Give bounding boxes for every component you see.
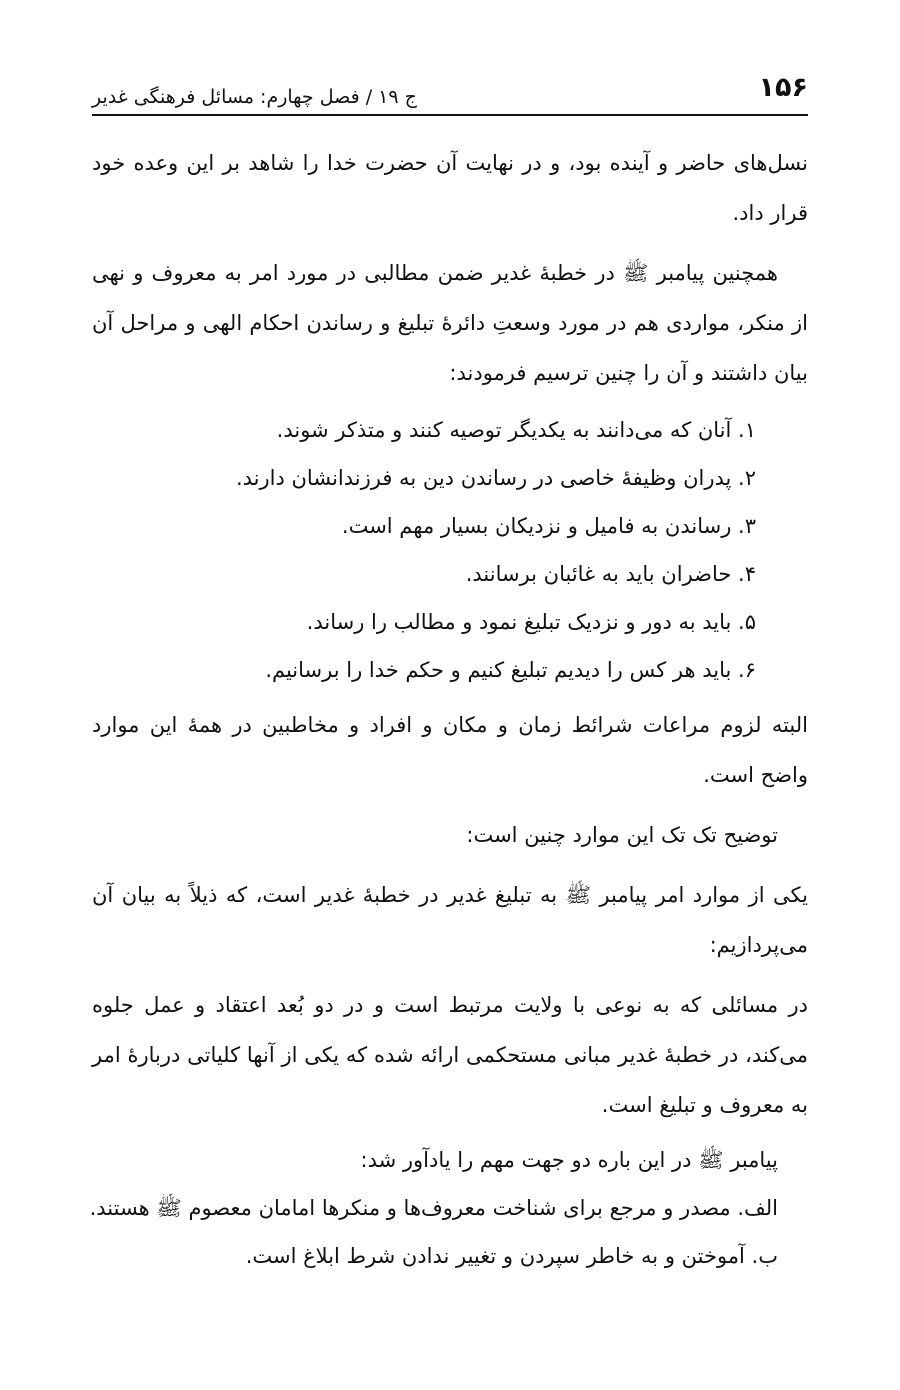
paragraph-intro: همچنین پیامبر ﷺ در خطبهٔ غدیر ضمن مطالبی در مورد امر به معروف و نهی از منکر، مواردی هم در مورد وسعتِ دائرهٔ تبلیغ و رساندن احکام الهی و مراحل آن بیان داشتند و آن را چنین ترسیم فرمودند: (92, 261, 808, 385)
point-be: ب. آموختن و به خاطر سپردن و تغییر ندادن شرط ابلاغ است. (245, 1244, 778, 1268)
numbered-list (92, 406, 808, 694)
paragraph-continuation: نسل‌های حاضر و آینده بود، و در نهایت آن حضرت خدا را شاهد بر این وعده خود قرار داد. (92, 151, 808, 225)
paragraph-ghadir-tabligh: یکی از موارد امر پیامبر ﷺ به تبلیغ غدیر در خطبهٔ غدیر است، که ذیلاً به بیان آن می‌پردازیم: (92, 883, 808, 957)
list-item: ۱. آنان که می‌دانند به یکدیگر توصیه کنند و متذکر شوند. (276, 418, 756, 442)
list-item: ۶. باید هر کس را دیدیم تبلیغ کنیم و حکم خدا را برسانیم. (265, 658, 756, 682)
paragraph-conditions: البته لزوم مراعات شرائط زمان و مکان و افراد و مخاطبین در همهٔ این موارد واضح است. (92, 713, 808, 787)
page-body (89, 138, 808, 1280)
point-alef: الف. مصدر و مرجع برای شناخت معروف‌ها و منکرها امامان معصوم ﷺ هستند. (89, 1196, 778, 1220)
list-item: ۴. حاضران باید به غائبان برسانند. (465, 562, 756, 586)
paragraph-foundations: در مسائلی که به نوعی با ولایت مرتبط است و در دو بُعد اعتقاد و عمل جلوه می‌کند، در خطبهٔ غدیر مبانی مستحکمی ارائه شده که یکی از آنها کلیاتی دربارهٔ امر به معروف و تبلیغ است. (92, 993, 808, 1117)
list-item: ۳. رساندن به فامیل و نزدیکان بسیار مهم است. (341, 514, 756, 538)
page-number: ۱۵۶ (758, 72, 808, 103)
page-header (92, 62, 808, 116)
list-item: ۲. پدران وظیفهٔ خاصی در رساندن دین به فرزندانشان دارند. (235, 466, 756, 490)
list-item: ۵. باید به دور و نزدیک تبلیغ نمود و مطالب را رساند. (306, 610, 756, 634)
closing-points (89, 1136, 808, 1280)
running-title: ج ۱۹ / فصل چهارم: مسائل فرهنگی غدیر (92, 86, 417, 108)
paragraph-explanation-lead: توضیح تک تک این موارد چنین است: (466, 823, 778, 847)
closing-intro: پیامبر ﷺ در این باره دو جهت مهم را یادآور شد: (360, 1148, 778, 1172)
